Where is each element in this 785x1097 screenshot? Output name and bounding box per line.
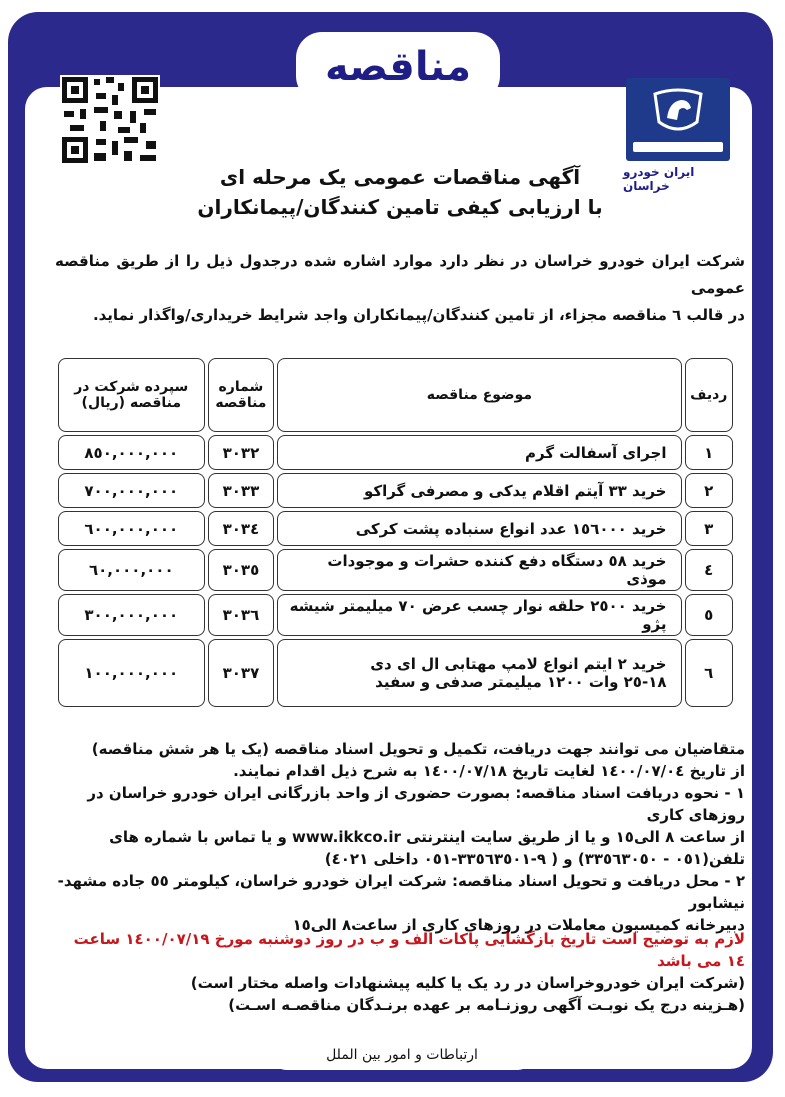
footer-label: ارتباطات و امور بین الملل xyxy=(272,1040,532,1070)
qr-code-icon xyxy=(60,75,160,165)
intro-text xyxy=(55,248,745,329)
notice-line-3: (هـزینه درج یک نوبـت آگهی روزنـامه بر عهده برنـدگان مناقصـه اسـت) xyxy=(228,996,745,1014)
cell-number: ٣٠٣٣ xyxy=(208,473,275,508)
cell-number: ٣٠٣٤ xyxy=(208,511,275,546)
cell-number: ٣٠٣٢ xyxy=(208,435,275,470)
table-row xyxy=(58,594,733,636)
cell-subject-line-1: خرید ٢ ایتم انواع لامپ مهتابی ال ای دی xyxy=(370,655,667,673)
page-title: مناقصه xyxy=(325,44,471,90)
table-row xyxy=(58,435,733,470)
cell-row: ٢ xyxy=(685,473,734,508)
body-line-3: ١ - نحوه دریافت اسناد مناقصه: بصورت حضوری از واحد بازرگانی ایران خودرو خراسان در روزهای کاری xyxy=(87,784,745,824)
notice xyxy=(55,928,745,1016)
cell-subject: خرید ٣٣ آیتم اقلام یدکی و مصرفی گراکو xyxy=(277,473,681,508)
heading-line-1: آگهی مناقصات عمومی یک مرحله ای xyxy=(219,165,581,189)
cell-deposit: ٦٠,٠٠٠,٠٠٠ xyxy=(58,549,205,591)
intro-line-1: شرکت ایران خودرو خراسان در نظر دارد موارد اشاره شده درجدول ذیل را از طریق مناقصه عمومی xyxy=(55,252,745,297)
body-line-4a: از ساعت ٨ الی١٥ و یا از طریق سایت اینترنتی xyxy=(406,828,745,846)
table-row xyxy=(58,473,733,508)
horse-logo-icon xyxy=(626,78,730,161)
body-line-2: از تاریخ ١٤٠٠/٠٧/٠٤ لغایت تاریخ ١٤٠٠/٠٧/١٨ به شرح ذیل اقدام نمایند. xyxy=(233,762,745,780)
header-row-number: ردیف xyxy=(685,358,734,432)
cell-deposit: ٧٠٠,٠٠٠,٠٠٠ xyxy=(58,473,205,508)
header-subject: موضوع مناقصه xyxy=(277,358,681,432)
cell-subject: خرید ١٥٦٠٠٠ عدد انواع سنباده پشت کرکی xyxy=(277,511,681,546)
body-line-7: دبیرخانه کمیسیون معاملات در روزهای کاری از ساعت٨ الی١٥ xyxy=(292,916,745,934)
tender-table xyxy=(55,355,736,710)
body-line-1: متقاضیان می توانند جهت دریافت، تکمیل و تحویل اسناد مناقصه (یک یا هر شش مناقصه) xyxy=(91,740,745,758)
cell-row: ٦ xyxy=(685,639,734,707)
cell-row: ٥ xyxy=(685,594,734,636)
cell-subject: خرید ٥٨ دستگاه دفع کننده حشرات و موجودات موذی xyxy=(277,549,681,591)
header-tender-number: شماره مناقصه xyxy=(208,358,275,432)
cell-deposit: ٨٥٠,٠٠٠,٠٠٠ xyxy=(58,435,205,470)
notice-line-1: لازم به توضیح است تاریخ بازگشایی پاکات الف و ب در روز دوشنبه مورخ ١٤٠٠/٠٧/١٩ ساعت ١٤ می باشد xyxy=(73,930,745,970)
cell-row: ١ xyxy=(685,435,734,470)
intro-line-2: در قالب ٦ مناقصه مجزاء، از تامین کنندگان/پیمانکاران واجد شرایط خریداری/واگذار نماید. xyxy=(92,306,745,324)
cell-row: ٤ xyxy=(685,549,734,591)
cell-subject: اجرای آسفالت گرم xyxy=(277,435,681,470)
cell-deposit: ١٠٠,٠٠٠,٠٠٠ xyxy=(58,639,205,707)
logo-caption: ایران خودرو خراسان xyxy=(623,165,695,193)
table-row xyxy=(58,639,733,707)
website-link[interactable]: www.ikkco.ir xyxy=(292,828,401,846)
cell-deposit: ٦٠٠,٠٠٠,٠٠٠ xyxy=(58,511,205,546)
notice-line-2: (شرکت ایران خودروخراسان در رد یک یا کلیه پیشنهادات واصله مختار است) xyxy=(190,974,745,992)
body-line-5: تلفن(٠٥١ - ٣٣٥٦٣٠٥٠) و ( ٩-٣٣٥٦٣٥٠١-٠٥١ داخلی ٤٠٢١) xyxy=(324,850,745,868)
cell-number: ٣٠٣٥ xyxy=(208,549,275,591)
company-logo xyxy=(623,78,733,193)
title-tab xyxy=(296,32,500,102)
cell-subject: خرید ٢٥٠٠ حلقه نوار چسب عرض ٧٠ میلیمتر شیشه پژو xyxy=(277,594,681,636)
instructions xyxy=(55,738,745,936)
body-line-6: ٢ - محل دریافت و تحویل اسناد مناقصه: شرکت ایران خودرو خراسان، کیلومتر ٥٥ جاده مشهد-نیشابور xyxy=(57,872,745,912)
table-header-row xyxy=(58,358,733,432)
body-line-4 xyxy=(55,826,745,848)
header-deposit: سپرده شرکت در مناقصه (ریال) xyxy=(58,358,205,432)
cell-subject-line-2: ١٨-٢٥ وات ١٢٠٠ میلیمتر صدفی و سفید xyxy=(375,673,667,691)
cell-number: ٣٠٣٦ xyxy=(208,594,275,636)
cell-row: ٣ xyxy=(685,511,734,546)
body-line-4b: و یا تماس با شماره های xyxy=(109,828,287,846)
heading-line-2: با ارزیابی کیفی تامین کنندگان/پیمانکاران xyxy=(197,195,603,219)
cell-number: ٣٠٣٧ xyxy=(208,639,275,707)
table-row xyxy=(58,511,733,546)
cell-subject xyxy=(277,639,681,707)
cell-deposit: ٣٠٠,٠٠٠,٠٠٠ xyxy=(58,594,205,636)
table-row xyxy=(58,549,733,591)
